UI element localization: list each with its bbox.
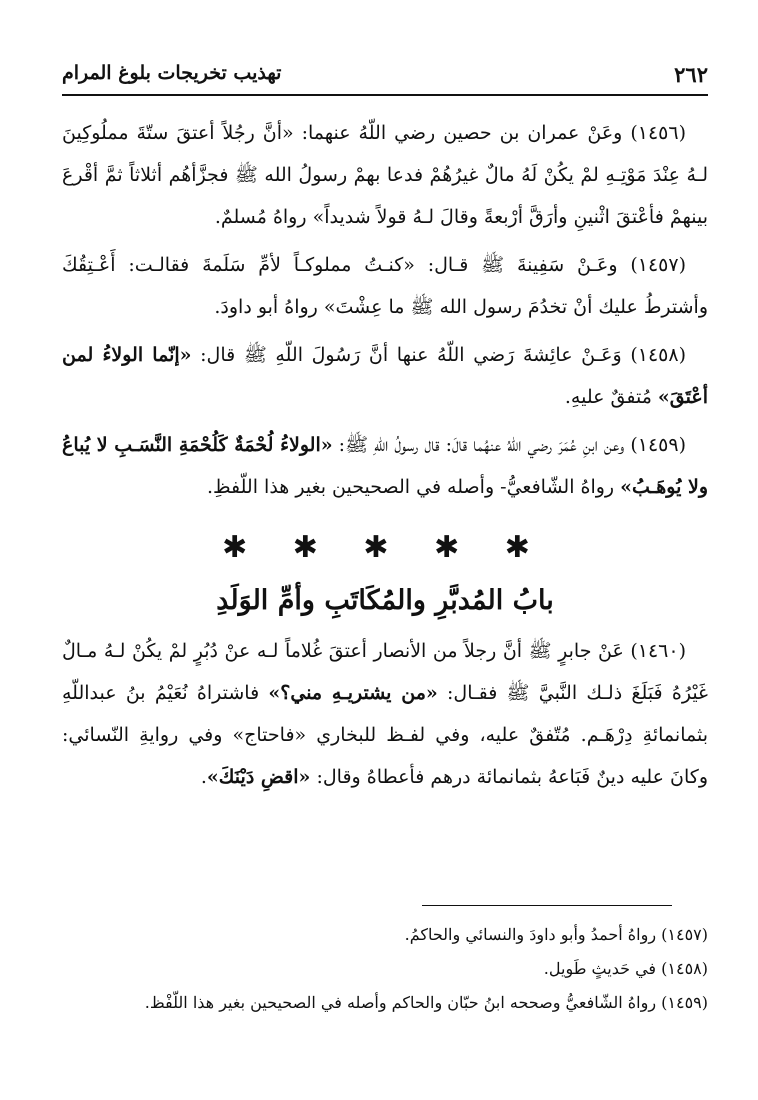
hadith-1460-quote-1: «من يشتريـهِ مني؟»	[268, 682, 438, 704]
page-header	[62, 58, 708, 92]
section-separator: ✱ ✱ ✱ ✱ ✱	[222, 530, 548, 565]
hadith-1458-quote: «إنّما الولاءُ لمن أعْتَقَ»	[62, 344, 708, 408]
hadith-1457: (١٤٥٧) وعَـنْ سَفِينةَ ﷺ قـال: «كنـتُ مملوكـاً لأمِّ سَلَمةَ فقالـت: أَعْـتِقُكَ وأشترطُ عليك أنْ تخدُمَ رسول الله ﷺ ما عِشْتَ» رواهُ أبو داودَ.	[62, 254, 708, 318]
hadith-1458-tail: مُتفقٌ عليهِ.	[564, 386, 658, 408]
page-number: ٢٦٢	[674, 62, 708, 87]
hadith-1459-quote: «الولاءُ لُحْمَةٌ كَلُحْمَةِ النَّسَـبِ لا يُباعُ ولا يُوهَـبُ»	[62, 434, 708, 498]
header-divider	[62, 94, 708, 96]
hadith-1458	[62, 334, 708, 418]
hadith-1458-intro: (١٤٥٨) وَعَـنْ عائِشةَ رَضي اللّهُ عنها أنَّ رَسُولَ اللّهِ ﷺ قال:	[191, 344, 686, 366]
hadith-1460-tail: .	[200, 766, 207, 788]
footnote-divider	[422, 905, 672, 906]
hadith-1460-quote-2: «اقضِ دَيْنَكَ»	[206, 766, 311, 788]
footnotes	[62, 918, 708, 1020]
hadith-1459	[62, 424, 708, 508]
chapter-title: بابُ المُدبَّرِ والمُكَاتَبِ وأمِّ الوَلَدِ	[216, 585, 554, 616]
hadith-1459-tail: رواهُ الشّافعيُّ- وأصله في الصحيحين بغير هذا اللّفظِ.	[206, 476, 621, 498]
hadith-1456: (١٤٥٦) وعَنْ عمران بن حصين رضي اللّهُ عنهما: «أنَّ رجُلاً أعتقَ ستّةَ مملُوكِينَ لـهُ عِنْدَ مَوْتِـهِ لمْ يكُنْ لَهُ مالٌ غيرُهُمْ فدعا بهمْ رسولُ الله ﷺ فجزَّأهُم أثلاثاً ثمَّ أقْرعَ بينهمْ فأعْتقَ اثْنينِ وأرَقَّ أرْبعةً وقالَ لـهُ قولاً شديداً» رواهُ مُسلمٌ.	[62, 122, 708, 228]
book-title: تهذيب تخريجات بلوغ المرام	[62, 62, 282, 84]
hadith-1460	[62, 630, 708, 798]
page-body	[62, 112, 708, 804]
hadith-1460-middle: فاشتراهُ نُعَيْمُ بنُ عبداللّهِ بثمانمائةِ دِرْهَـم. مُتّفقٌ عليه، وفي لفـظ للبخاري «فاحتاج» وفي روايةِ النّسائي: وكانَ عليه دينٌ فَبَاعهُ بثمانمائة درهم فأعطاهُ وقال:	[62, 682, 708, 788]
footnote-1458: (١٤٥٨) في حَديثٍ طَويل.	[543, 959, 708, 978]
hadith-1460-intro: (١٤٦٠) عَنْ جابرٍ ﷺ أنَّ رجلاً من الأنصار أعتقَ غُلاماً لـه عنْ دُبُرٍ لمْ يكُنْ لـهُ مـالٌ غَيْرُهُ فَبَلَغَ ذلـك النَّبيَّ ﷺ فقـال:	[62, 640, 708, 704]
hadith-1459-intro: (١٤٥٩) وعن ابنِ عُمَرَ رضي اللّهُ عنهُما قالَ: قال رسولُ اللهِ ﷺ:	[332, 434, 686, 456]
footnote-1457: (١٤٥٧) رواهُ أحمدُ وأبو داودَ والنسائي والحاكمُ.	[404, 925, 708, 944]
footnote-1459: (١٤٥٩) رواهُ الشّافعيُّ وصححه ابنُ حبّان والحاكم وأصله في الصحيحين بغير هذا اللّفْظ.	[144, 993, 708, 1012]
